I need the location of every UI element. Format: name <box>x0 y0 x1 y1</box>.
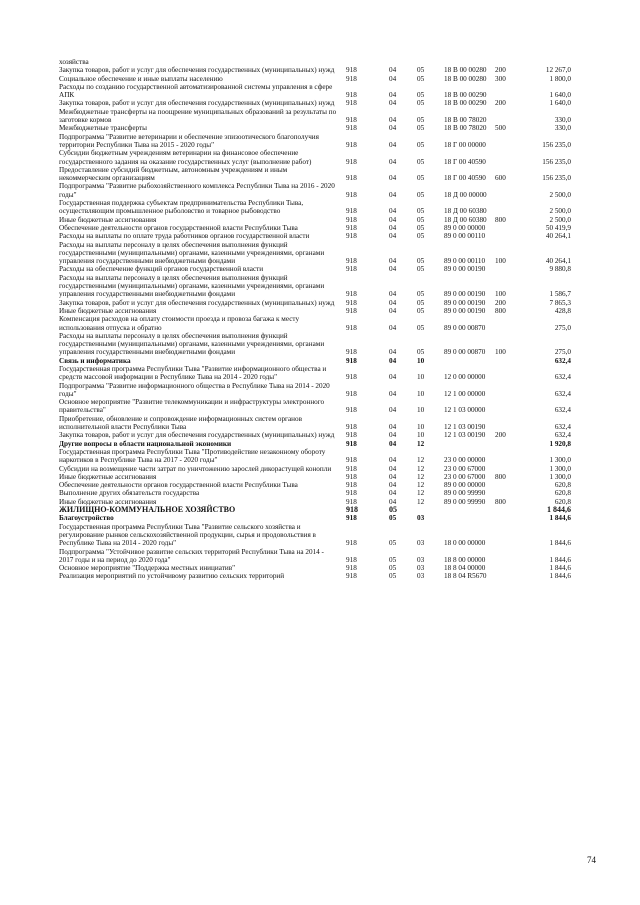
row-ved: 918 <box>346 489 357 498</box>
row-amount: 1 300,0 <box>549 472 571 481</box>
row-subsection: 05 <box>417 124 425 133</box>
row-section: 04 <box>389 215 397 224</box>
row-ved: 918 <box>346 514 357 523</box>
row-subsection: 12 <box>417 497 425 506</box>
row-name: Расходы на выплаты персоналу в целях обеспечения выполнения функций государственными (муниципальными) органами, казенными учреждениями, органами управления государственными внебюджетными фондами <box>59 273 325 299</box>
row-name: Связь и информатика <box>59 356 131 365</box>
table-row <box>59 224 579 232</box>
row-subsection: 05 <box>417 215 425 224</box>
row-amount: 1 844,6 <box>549 555 571 564</box>
row-amount: 1 640,0 <box>549 99 571 108</box>
row-subsection: 05 <box>417 207 425 216</box>
row-name: Приобретение, обновление и сопровождение информационных систем органов исполнительной власти Республики Тыва <box>59 414 303 432</box>
row-section: 04 <box>389 348 397 357</box>
row-subsection: 05 <box>417 66 425 75</box>
table-row <box>59 398 579 415</box>
row-ved: 918 <box>346 497 357 506</box>
row-amount: 2 500,0 <box>549 215 571 224</box>
row-ved: 918 <box>346 555 357 564</box>
row-section: 04 <box>389 456 397 465</box>
row-section: 05 <box>389 555 397 564</box>
row-ved: 918 <box>346 215 357 224</box>
row-subsection: 05 <box>417 157 425 166</box>
row-ved: 918 <box>346 190 357 199</box>
row-name: Расходы на обеспечение функций органов государственной власти <box>59 265 264 274</box>
row-amount: 1 844,6 <box>549 572 571 581</box>
row-target-article: 89 0 00 00110 <box>444 257 486 266</box>
row-section: 04 <box>389 223 397 232</box>
row-ved: 918 <box>346 481 357 490</box>
row-name: Иные бюджетные ассигнования <box>59 472 157 481</box>
row-amount: 620,8 <box>554 497 571 506</box>
row-subsection: 12 <box>417 472 425 481</box>
table-row <box>59 465 579 473</box>
row-subsection: 05 <box>417 116 425 125</box>
row-subsection: 10 <box>417 373 425 382</box>
row-section: 04 <box>389 489 397 498</box>
row-name: Выполнение других обязательств государства <box>59 489 200 498</box>
table-row <box>59 99 579 107</box>
row-subsection: 03 <box>417 514 425 523</box>
row-name: Подпрограмма "Развитие информационного общества в Республике Тыва на 2014 - 2020 годы" <box>59 381 330 398</box>
row-name: Государственная программа Республики Тыва "Развитие сельского хозяйства и регулирование рынков сельскохозяйственной продукции, сырья и продовольствия в Республике Тыва на 2014 - 2020 годы" <box>59 522 316 548</box>
row-subsection: 05 <box>417 257 425 266</box>
row-name: Межбюджетные трансферты <box>59 124 147 133</box>
row-section: 04 <box>389 190 397 199</box>
row-section: 04 <box>389 464 397 473</box>
row-target-article: 18 8 00 00000 <box>444 555 486 564</box>
row-subsection: 10 <box>417 431 425 440</box>
page-number: 74 <box>587 855 596 865</box>
row-amount: 1 844,6 <box>549 539 571 548</box>
row-amount: 632,4 <box>554 356 571 365</box>
row-section: 04 <box>389 406 397 415</box>
row-amount: 40 264,1 <box>545 257 571 266</box>
table-row <box>59 274 579 299</box>
row-section: 04 <box>389 306 397 315</box>
row-target-article: 89 0 00 00870 <box>444 323 486 332</box>
row-amount: 632,4 <box>554 389 571 398</box>
row-expense-type: 100 <box>495 257 506 266</box>
row-amount: 620,8 <box>554 489 571 498</box>
table-row <box>59 307 579 315</box>
table-row <box>59 66 579 74</box>
row-subsection: 03 <box>417 539 425 548</box>
table-row <box>59 489 579 497</box>
row-ved: 918 <box>346 572 357 581</box>
row-name: Реализация мероприятий по устойчивому развитию сельских территорий <box>59 572 285 581</box>
row-name: Иные бюджетные ассигнования <box>59 497 157 506</box>
row-ved: 918 <box>346 431 357 440</box>
row-name: Основное мероприятие "Поддержка местных инициатив" <box>59 564 236 573</box>
row-name: Государственная программа Республики Тыва "Противодействие незаконному обороту наркотиков в Республике Тыва на 2017 - 2020 годы" <box>59 447 326 465</box>
row-amount: 1 844,6 <box>549 564 571 573</box>
row-ved: 918 <box>346 290 357 299</box>
row-section: 04 <box>389 323 397 332</box>
row-ved: 918 <box>346 323 357 332</box>
row-name: Основное мероприятие "Развитие телекоммуникации и инфраструктуры электронного правительства" <box>59 398 325 415</box>
row-ved: 918 <box>346 564 357 573</box>
row-amount: 9 880,8 <box>549 265 571 274</box>
table-row <box>59 232 579 240</box>
row-subsection: 12 <box>417 456 425 465</box>
row-amount: 1 300,0 <box>549 456 571 465</box>
row-name: Расходы на выплаты персоналу в целях обеспечения выполнения функций государственными (муниципальными) органами, казенными учреждениями, органами управления государственными внебюджетными фондами <box>59 331 325 357</box>
row-subsection: 12 <box>417 481 425 490</box>
row-expense-type: 100 <box>495 348 506 357</box>
row-section: 04 <box>389 497 397 506</box>
row-section: 04 <box>389 481 397 490</box>
row-ved: 918 <box>346 456 357 465</box>
row-section: 04 <box>389 91 397 100</box>
table-row <box>59 365 579 382</box>
table-row <box>59 481 579 489</box>
row-subsection: 05 <box>417 298 425 307</box>
row-ved: 918 <box>346 373 357 382</box>
row-expense-type: 300 <box>495 74 506 83</box>
row-section: 04 <box>389 207 397 216</box>
table-row <box>59 523 579 548</box>
row-expense-type: 800 <box>495 472 506 481</box>
row-section: 04 <box>389 431 397 440</box>
row-name: Расходы по созданию государственной автоматизированной системы управления в сфере АПК <box>59 82 333 100</box>
row-section: 04 <box>389 257 397 266</box>
row-name: хозяйства <box>59 58 89 66</box>
row-name: Государственная программа Республики Тыва "Развитие информационного общества и средств массовой информации в Республике Тыва на 2014 - 2020 годы" <box>59 364 327 382</box>
row-target-article: 18 Г 00 40590 <box>444 174 486 183</box>
row-section: 05 <box>389 514 397 523</box>
row-target-article: 89 0 00 00190 <box>444 298 486 307</box>
table-row <box>59 199 579 216</box>
row-subsection: 05 <box>417 265 425 274</box>
row-expense-type: 800 <box>495 306 506 315</box>
row-target-article: 89 0 00 00190 <box>444 265 486 274</box>
row-section: 05 <box>389 572 397 581</box>
row-ved: 918 <box>346 91 357 100</box>
row-subsection: 05 <box>417 190 425 199</box>
row-amount: 632,4 <box>554 373 571 382</box>
row-section: 04 <box>389 290 397 299</box>
row-section: 04 <box>389 472 397 481</box>
row-ved: 918 <box>346 306 357 315</box>
row-ved: 918 <box>346 140 357 149</box>
table-row <box>59 265 579 273</box>
row-subsection: 12 <box>417 439 425 448</box>
row-amount: 156 235,0 <box>542 140 571 149</box>
row-section: 04 <box>389 356 397 365</box>
row-target-article: 18 В 00 78020 <box>444 124 487 133</box>
row-target-article: 12 1 03 00190 <box>444 431 486 440</box>
row-name: Компенсация расходов на оплату стоимости проезда и провоза багажа к месту использования отпуска и обратно <box>59 315 300 332</box>
row-target-article: 89 0 00 00110 <box>444 232 486 241</box>
row-subsection: 05 <box>417 323 425 332</box>
row-target-article: 18 В 00 78020 <box>444 116 487 125</box>
row-name: Обеспечение деятельности органов государственной власти Республики Тыва <box>59 223 298 232</box>
row-section: 04 <box>389 265 397 274</box>
row-ved: 918 <box>346 389 357 398</box>
row-name: Субсидии бюджетным учреждениям ветеринарии на финансовое обеспечение государственного задания на оказание государственных услуг (выполнение работ) <box>59 149 312 166</box>
row-subsection: 05 <box>417 99 425 108</box>
row-amount: 632,4 <box>554 423 571 432</box>
row-amount: 620,8 <box>554 481 571 490</box>
row-target-article: 89 0 00 00000 <box>444 223 486 232</box>
row-name: Закупка товаров, работ и услуг для обеспечения государственных (муниципальных) нужд <box>59 66 335 75</box>
row-target-article: 18 8 04 00000 <box>444 564 486 573</box>
table-row <box>59 124 579 132</box>
table-row <box>59 108 579 125</box>
table-row <box>59 514 579 522</box>
row-ved: 918 <box>346 472 357 481</box>
row-ved: 918 <box>346 124 357 133</box>
row-amount: 1 800,0 <box>549 74 571 83</box>
row-name: Расходы на выплаты персоналу в целях обеспечения выполнения функций государственными (муниципальными) органами, казенными учреждениями, органами управления государственными внебюджетными фондами <box>59 240 325 266</box>
row-amount: 1 844,6 <box>549 514 571 523</box>
row-ved: 918 <box>346 356 357 365</box>
row-section: 04 <box>389 66 397 75</box>
table-row <box>59 149 579 166</box>
row-expense-type: 200 <box>495 431 506 440</box>
table-row <box>59 216 579 224</box>
table-row <box>59 83 579 100</box>
row-amount: 275,0 <box>554 323 571 332</box>
row-name: Субсидии на возмещение части затрат по уничтожению зарослей дикорастущей конопли <box>59 464 332 473</box>
budget-table <box>59 58 579 581</box>
row-section: 04 <box>389 439 397 448</box>
row-subsection: 05 <box>417 74 425 83</box>
row-name: Расходы на выплаты по оплате труда работников органов государственной власти <box>59 232 310 241</box>
row-ved: 918 <box>346 99 357 108</box>
row-amount: 40 264,1 <box>545 232 571 241</box>
row-target-article: 89 0 00 00190 <box>444 306 486 315</box>
table-row <box>59 440 579 448</box>
row-name: Межбюджетные трансферты на поощрение муниципальных образований за результаты по заготовке кормов <box>59 107 337 125</box>
row-subsection: 05 <box>417 223 425 232</box>
row-target-article: 18 Г 00 40590 <box>444 157 486 166</box>
table-row <box>59 506 579 514</box>
table-row <box>59 58 579 66</box>
row-amount: 632,4 <box>554 431 571 440</box>
row-amount: 632,4 <box>554 406 571 415</box>
row-name: Другие вопросы в области национальной экономики <box>59 439 232 448</box>
row-subsection: 12 <box>417 489 425 498</box>
row-target-article: 18 0 00 00000 <box>444 539 486 548</box>
table-row <box>59 75 579 83</box>
row-name: ЖИЛИЩНО-КОММУНАЛЬНОЕ ХОЗЯЙСТВО <box>59 505 236 515</box>
row-expense-type: 200 <box>495 66 506 75</box>
row-expense-type: 200 <box>495 99 506 108</box>
row-amount: 156 235,0 <box>542 174 571 183</box>
row-amount: 1 920,8 <box>549 439 571 448</box>
row-section: 04 <box>389 140 397 149</box>
row-target-article: 89 0 00 99990 <box>444 489 486 498</box>
table-row <box>59 332 579 357</box>
row-target-article: 18 В 00 00280 <box>444 74 487 83</box>
row-amount: 1 844,6 <box>547 505 571 515</box>
table-row <box>59 473 579 481</box>
row-ved: 918 <box>346 298 357 307</box>
row-name: Обеспечение деятельности органов государственной власти Республики Тыва <box>59 481 298 490</box>
row-amount: 2 500,0 <box>549 207 571 216</box>
row-ved: 918 <box>346 257 357 266</box>
row-amount: 330,0 <box>554 124 571 133</box>
row-section: 05 <box>389 539 397 548</box>
row-target-article: 89 0 00 00190 <box>444 290 486 299</box>
row-name: Государственная поддержка субъектам предпринимательства Республики Тыва, осуществляющим промышленное рыболовство и товарное рыбоводство <box>59 199 304 216</box>
row-amount: 50 419,9 <box>545 223 571 232</box>
row-name: Социальное обеспечение и иные выплаты населению <box>59 74 223 83</box>
row-subsection: 05 <box>417 290 425 299</box>
row-ved: 918 <box>346 232 357 241</box>
row-expense-type: 200 <box>495 298 506 307</box>
row-amount: 1 586,7 <box>549 290 571 299</box>
row-expense-type: 100 <box>495 290 506 299</box>
row-name: Подпрограмма "Развитие ветеринарии и обеспечение эпизоотического благополучия территории Республики Тыва на 2015 - 2020 годы" <box>59 132 319 149</box>
row-subsection: 03 <box>417 555 425 564</box>
row-subsection: 12 <box>417 464 425 473</box>
row-subsection: 05 <box>417 306 425 315</box>
row-section: 05 <box>389 505 397 515</box>
row-target-article: 89 0 00 00000 <box>444 481 486 490</box>
row-target-article: 18 8 04 R5670 <box>444 572 487 581</box>
row-name: Подпрограмма "Развитие рыбохозяйственного комплекса Республики Тыва на 2016 - 2020 годы" <box>59 182 335 199</box>
row-subsection: 05 <box>417 348 425 357</box>
row-amount: 428,8 <box>554 306 571 315</box>
row-amount: 2 500,0 <box>549 190 571 199</box>
table-row <box>59 572 579 580</box>
table-row <box>59 548 579 565</box>
row-target-article: 18 В 00 00290 <box>444 91 487 100</box>
row-section: 04 <box>389 124 397 133</box>
row-name: Иные бюджетные ассигнования <box>59 306 157 315</box>
table-row <box>59 448 579 465</box>
row-amount: 7 865,3 <box>549 298 571 307</box>
row-ved: 918 <box>346 539 357 548</box>
row-amount: 275,0 <box>554 348 571 357</box>
row-ved: 918 <box>346 464 357 473</box>
row-target-article: 23 0 00 00000 <box>444 456 486 465</box>
row-section: 04 <box>389 389 397 398</box>
row-ved: 918 <box>346 223 357 232</box>
row-target-article: 18 В 00 00290 <box>444 99 487 108</box>
row-section: 04 <box>389 298 397 307</box>
row-section: 04 <box>389 232 397 241</box>
row-subsection: 05 <box>417 91 425 100</box>
table-row <box>59 315 579 332</box>
row-subsection: 05 <box>417 232 425 241</box>
row-ved: 918 <box>346 439 357 448</box>
row-subsection: 05 <box>417 174 425 183</box>
row-amount: 1 640,0 <box>549 91 571 100</box>
table-row <box>59 241 579 266</box>
row-expense-type: 500 <box>495 124 506 133</box>
row-name: Закупка товаров, работ и услуг для обеспечения государственных (муниципальных) нужд <box>59 431 335 440</box>
row-section: 04 <box>389 99 397 108</box>
row-name: Подпрограмма "Устойчивое развитие сельских территорий Республики Тыва на 2014 - 2017 годы и на период до 2020 года" <box>59 547 324 564</box>
row-target-article: 18 Д 00 60380 <box>444 215 487 224</box>
row-target-article: 18 Д 00 60380 <box>444 207 487 216</box>
row-ved: 918 <box>346 406 357 415</box>
row-target-article: 12 1 03 00190 <box>444 423 486 432</box>
table-row <box>59 357 579 365</box>
row-target-article: 89 0 00 99990 <box>444 497 486 506</box>
row-name: Благоустройство <box>59 514 114 523</box>
row-name: Закупка товаров, работ и услуг для обеспечения государственных (муниципальных) нужд <box>59 298 335 307</box>
row-section: 04 <box>389 423 397 432</box>
row-name: Иные бюджетные ассигнования <box>59 215 157 224</box>
row-amount: 1 300,0 <box>549 464 571 473</box>
table-row <box>59 564 579 572</box>
row-target-article: 89 0 00 00870 <box>444 348 486 357</box>
row-subsection: 10 <box>417 423 425 432</box>
table-row <box>59 133 579 150</box>
row-section: 04 <box>389 157 397 166</box>
row-section: 04 <box>389 116 397 125</box>
row-target-article: 18 В 00 00280 <box>444 66 487 75</box>
row-ved: 918 <box>346 207 357 216</box>
row-target-article: 18 Г 00 00000 <box>444 140 486 149</box>
row-section: 04 <box>389 373 397 382</box>
row-ved: 918 <box>346 157 357 166</box>
row-subsection: 10 <box>417 406 425 415</box>
row-target-article: 23 0 00 67000 <box>444 464 486 473</box>
row-section: 04 <box>389 174 397 183</box>
row-amount: 330,0 <box>554 116 571 125</box>
row-section: 05 <box>389 564 397 573</box>
row-target-article: 18 Д 00 00000 <box>444 190 487 199</box>
row-ved: 918 <box>346 74 357 83</box>
row-expense-type: 800 <box>495 215 506 224</box>
row-subsection: 05 <box>417 140 425 149</box>
row-ved: 918 <box>346 116 357 125</box>
row-ved: 918 <box>346 174 357 183</box>
row-ved: 918 <box>346 66 357 75</box>
table-row <box>59 182 579 199</box>
row-subsection: 03 <box>417 564 425 573</box>
table-row <box>59 166 579 183</box>
table-row <box>59 415 579 432</box>
table-row <box>59 299 579 307</box>
row-amount: 156 235,0 <box>542 157 571 166</box>
row-section: 04 <box>389 74 397 83</box>
row-target-article: 12 1 00 00000 <box>444 389 486 398</box>
row-amount: 12 267,0 <box>545 66 571 75</box>
row-ved: 918 <box>346 505 358 515</box>
table-row <box>59 382 579 399</box>
row-subsection: 10 <box>417 356 425 365</box>
row-target-article: 23 0 00 67000 <box>444 472 486 481</box>
row-expense-type: 600 <box>495 174 506 183</box>
row-subsection: 03 <box>417 572 425 581</box>
row-name: Предоставление субсидий бюджетным, автономным учреждениям и иным некоммерческим организациям <box>59 165 288 183</box>
row-target-article: 12 0 00 00000 <box>444 373 486 382</box>
table-row <box>59 431 579 439</box>
row-subsection: 10 <box>417 389 425 398</box>
row-target-article: 12 1 03 00000 <box>444 406 486 415</box>
row-ved: 918 <box>346 265 357 274</box>
row-name: Закупка товаров, работ и услуг для обеспечения государственных (муниципальных) нужд <box>59 99 335 108</box>
row-expense-type: 800 <box>495 497 506 506</box>
row-ved: 918 <box>346 348 357 357</box>
row-ved: 918 <box>346 423 357 432</box>
